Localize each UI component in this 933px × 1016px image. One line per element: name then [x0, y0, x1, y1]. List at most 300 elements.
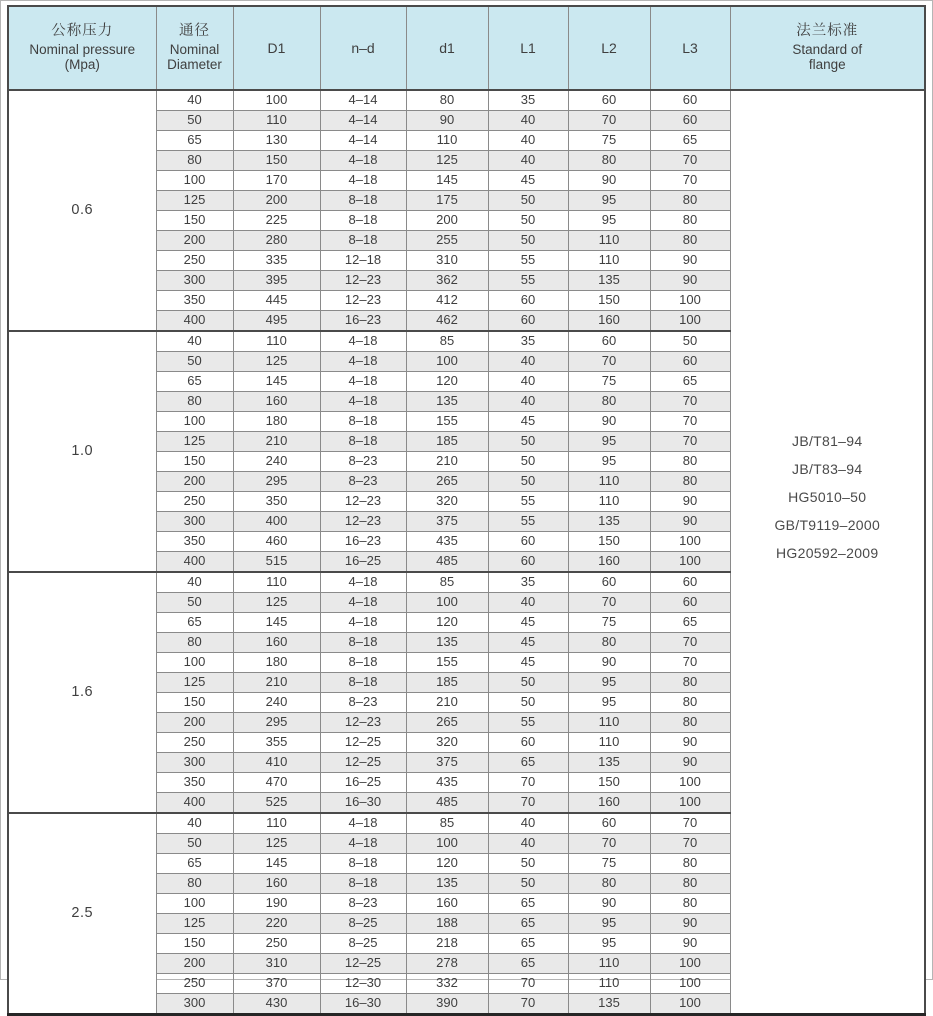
header-standard-zh: 法兰标准 — [796, 23, 859, 40]
table-cell: 50 — [488, 231, 568, 251]
table-cell: 50 — [488, 673, 568, 693]
table-cell: 95 — [568, 914, 650, 934]
table-cell: 70 — [650, 151, 730, 171]
table-cell: 80 — [650, 472, 730, 492]
table-cell: 210 — [233, 673, 320, 693]
table-cell: 8–25 — [320, 914, 406, 934]
flange-standards-list — [731, 433, 925, 561]
pressure-group-label: 0.6 — [8, 90, 156, 331]
table-cell: 8–18 — [320, 432, 406, 452]
table-header — [8, 6, 925, 90]
table-cell: 75 — [568, 372, 650, 392]
header-pressure-zh: 公称压力 — [51, 23, 114, 40]
table-cell: 70 — [568, 111, 650, 131]
standard-item: JB/T81–94 — [792, 432, 863, 449]
table-cell: 435 — [406, 532, 488, 552]
table-cell: 4–18 — [320, 392, 406, 412]
table-cell: 8–23 — [320, 693, 406, 713]
table-cell: 100 — [233, 90, 320, 111]
table-cell: 70 — [650, 432, 730, 452]
table-cell: 460 — [233, 532, 320, 552]
table-cell: 218 — [406, 934, 488, 954]
table-cell: 210 — [406, 452, 488, 472]
table-cell: 55 — [488, 271, 568, 291]
pressure-group-label: 1.0 — [8, 331, 156, 572]
table-cell: 4–18 — [320, 372, 406, 392]
table-cell: 95 — [568, 211, 650, 231]
table-cell: 390 — [406, 994, 488, 1015]
table-cell: 55 — [488, 713, 568, 733]
table-cell: 12–25 — [320, 753, 406, 773]
table-cell: 135 — [406, 633, 488, 653]
table-cell: 250 — [156, 251, 233, 271]
table-cell: 50 — [488, 472, 568, 492]
table-cell: 100 — [650, 291, 730, 311]
table-cell: 8–18 — [320, 412, 406, 432]
table-cell: 4–18 — [320, 572, 406, 593]
col-header-l1: L1 — [488, 6, 568, 90]
table-cell: 8–23 — [320, 452, 406, 472]
table-body — [8, 90, 925, 1015]
table-cell: 95 — [568, 693, 650, 713]
table-cell: 40 — [156, 331, 233, 352]
table-cell: 65 — [650, 131, 730, 151]
table-cell: 280 — [233, 231, 320, 251]
table-cell: 200 — [233, 191, 320, 211]
table-cell: 485 — [406, 793, 488, 814]
table-cell: 80 — [156, 392, 233, 412]
table-cell: 135 — [406, 874, 488, 894]
table-cell: 65 — [650, 613, 730, 633]
table-cell: 60 — [488, 291, 568, 311]
table-cell: 180 — [233, 412, 320, 432]
table-cell: 250 — [156, 733, 233, 753]
table-cell: 332 — [406, 974, 488, 994]
flange-dimensions-table — [7, 5, 926, 1016]
table-cell: 255 — [406, 231, 488, 251]
table-cell: 395 — [233, 271, 320, 291]
col-header-l2: L2 — [568, 6, 650, 90]
table-cell: 16–30 — [320, 793, 406, 814]
table-cell: 362 — [406, 271, 488, 291]
table-cell: 65 — [488, 894, 568, 914]
table-cell: 50 — [156, 352, 233, 372]
table-cell: 8–18 — [320, 211, 406, 231]
table-cell: 250 — [156, 974, 233, 994]
table-cell: 8–18 — [320, 854, 406, 874]
table-cell: 320 — [406, 492, 488, 512]
table-cell: 90 — [650, 753, 730, 773]
table-cell: 4–18 — [320, 352, 406, 372]
table-cell: 190 — [233, 894, 320, 914]
table-cell: 80 — [650, 874, 730, 894]
table-cell: 90 — [650, 512, 730, 532]
col-header-flange-standard — [730, 6, 925, 90]
table-cell: 300 — [156, 753, 233, 773]
table-cell: 50 — [156, 593, 233, 613]
table-cell: 40 — [156, 813, 233, 834]
table-cell: 60 — [488, 311, 568, 332]
table-cell: 85 — [406, 331, 488, 352]
table-cell: 65 — [488, 954, 568, 974]
table-cell: 4–14 — [320, 111, 406, 131]
table-cell: 8–18 — [320, 231, 406, 251]
table-cell: 40 — [488, 111, 568, 131]
table-cell: 12–25 — [320, 954, 406, 974]
table-cell: 250 — [233, 934, 320, 954]
table-cell: 60 — [650, 90, 730, 111]
table-cell: 160 — [233, 874, 320, 894]
table-cell: 95 — [568, 673, 650, 693]
table-cell: 16–23 — [320, 532, 406, 552]
table-cell: 16–23 — [320, 311, 406, 332]
table-cell: 240 — [233, 693, 320, 713]
table-cell: 95 — [568, 191, 650, 211]
table-cell: 188 — [406, 914, 488, 934]
table-cell: 95 — [568, 934, 650, 954]
table-cell: 145 — [406, 171, 488, 191]
table-cell: 470 — [233, 773, 320, 793]
table-cell: 125 — [156, 191, 233, 211]
header-standard-en2: flange — [808, 57, 846, 73]
table-cell: 65 — [488, 914, 568, 934]
table-cell: 240 — [233, 452, 320, 472]
table-cell: 320 — [406, 733, 488, 753]
table-cell: 485 — [406, 552, 488, 573]
table-cell: 8–25 — [320, 934, 406, 954]
table-cell: 350 — [156, 773, 233, 793]
table-cell: 65 — [156, 854, 233, 874]
table-cell: 375 — [406, 512, 488, 532]
table-cell: 75 — [568, 613, 650, 633]
table-cell: 220 — [233, 914, 320, 934]
table-cell: 278 — [406, 954, 488, 974]
table-cell: 85 — [406, 813, 488, 834]
table-cell: 125 — [156, 432, 233, 452]
table-cell: 160 — [406, 894, 488, 914]
table-cell: 50 — [488, 854, 568, 874]
table-cell: 525 — [233, 793, 320, 814]
table-cell: 145 — [233, 613, 320, 633]
table-cell: 4–14 — [320, 131, 406, 151]
table-cell: 70 — [488, 793, 568, 814]
table-cell: 300 — [156, 271, 233, 291]
table-cell: 50 — [488, 211, 568, 231]
table-cell: 40 — [488, 392, 568, 412]
table-cell: 100 — [650, 793, 730, 814]
table-cell: 100 — [156, 171, 233, 191]
table-cell: 16–25 — [320, 552, 406, 573]
flange-standards-cell — [730, 90, 925, 1015]
table-cell: 110 — [568, 954, 650, 974]
table-cell: 8–23 — [320, 472, 406, 492]
table-cell: 110 — [568, 472, 650, 492]
table-cell: 90 — [650, 733, 730, 753]
table-cell: 110 — [568, 713, 650, 733]
table-cell: 60 — [488, 532, 568, 552]
table-cell: 135 — [406, 392, 488, 412]
table-cell: 70 — [568, 834, 650, 854]
table-cell: 400 — [233, 512, 320, 532]
table-cell: 100 — [650, 994, 730, 1015]
table-cell: 8–18 — [320, 673, 406, 693]
table-cell: 120 — [406, 613, 488, 633]
header-diameter-zh: 通径 — [179, 23, 210, 40]
table-cell: 145 — [233, 854, 320, 874]
table-cell: 60 — [650, 572, 730, 593]
table-cell: 80 — [568, 874, 650, 894]
table-cell: 90 — [650, 914, 730, 934]
table-cell: 70 — [568, 593, 650, 613]
standard-item: GB/T9119–2000 — [774, 517, 881, 534]
table-cell: 65 — [156, 372, 233, 392]
table-cell: 125 — [233, 593, 320, 613]
table-cell: 80 — [568, 151, 650, 171]
table-cell: 110 — [233, 331, 320, 352]
table-cell: 12–23 — [320, 713, 406, 733]
header-diameter-en2: Diameter — [167, 57, 222, 73]
table-cell: 50 — [156, 111, 233, 131]
col-header-nd: n–d — [320, 6, 406, 90]
table-cell: 125 — [233, 834, 320, 854]
table-cell: 300 — [156, 994, 233, 1015]
table-cell: 90 — [568, 894, 650, 914]
col-header-nominal-pressure — [8, 6, 156, 90]
table-cell: 100 — [650, 532, 730, 552]
table-cell: 40 — [156, 90, 233, 111]
table-cell: 155 — [406, 412, 488, 432]
table-cell: 135 — [568, 994, 650, 1015]
table-cell: 35 — [488, 331, 568, 352]
table-cell: 350 — [233, 492, 320, 512]
table-cell: 12–23 — [320, 271, 406, 291]
table-cell: 50 — [488, 874, 568, 894]
table-cell: 170 — [233, 171, 320, 191]
table-cell: 462 — [406, 311, 488, 332]
table-cell: 60 — [650, 593, 730, 613]
table-cell: 225 — [233, 211, 320, 231]
standard-item: JB/T83–94 — [792, 460, 863, 477]
table-cell: 150 — [156, 934, 233, 954]
table-cell: 70 — [650, 392, 730, 412]
table-cell: 60 — [488, 733, 568, 753]
table-cell: 35 — [488, 90, 568, 111]
table-cell: 12–23 — [320, 291, 406, 311]
table-cell: 8–23 — [320, 894, 406, 914]
table-cell: 70 — [650, 813, 730, 834]
table-cell: 110 — [233, 111, 320, 131]
table-cell: 150 — [156, 693, 233, 713]
table-cell: 125 — [406, 151, 488, 171]
table-cell: 110 — [568, 251, 650, 271]
table-cell: 40 — [488, 372, 568, 392]
table-cell: 100 — [650, 311, 730, 332]
table-cell: 4–18 — [320, 593, 406, 613]
table-cell: 60 — [650, 352, 730, 372]
table-cell: 412 — [406, 291, 488, 311]
table-cell: 45 — [488, 412, 568, 432]
header-pressure-en: Nominal pressure — [29, 41, 136, 57]
table-cell: 35 — [488, 572, 568, 593]
table-cell: 60 — [568, 331, 650, 352]
table-cell: 4–18 — [320, 171, 406, 191]
table-cell: 210 — [406, 693, 488, 713]
table-cell: 100 — [156, 653, 233, 673]
table-cell: 400 — [156, 552, 233, 573]
table-cell: 150 — [568, 773, 650, 793]
table-cell: 350 — [156, 532, 233, 552]
table-cell: 100 — [650, 974, 730, 994]
table-cell: 410 — [233, 753, 320, 773]
table-cell: 100 — [406, 834, 488, 854]
table-cell: 4–18 — [320, 151, 406, 171]
table-cell: 100 — [156, 412, 233, 432]
table-cell: 55 — [488, 492, 568, 512]
table-cell: 90 — [650, 251, 730, 271]
table-cell: 160 — [568, 311, 650, 332]
table-cell: 100 — [650, 954, 730, 974]
table-cell: 370 — [233, 974, 320, 994]
table-cell: 70 — [650, 171, 730, 191]
table-cell: 60 — [488, 552, 568, 573]
table-cell: 125 — [233, 352, 320, 372]
table-cell: 40 — [488, 151, 568, 171]
table-cell: 160 — [233, 392, 320, 412]
table-cell: 60 — [568, 813, 650, 834]
table-cell: 80 — [156, 633, 233, 653]
table-cell: 50 — [488, 432, 568, 452]
table-cell: 65 — [488, 934, 568, 954]
table-cell: 60 — [568, 90, 650, 111]
table-cell: 70 — [488, 773, 568, 793]
table-cell: 65 — [156, 613, 233, 633]
table-cell: 150 — [568, 532, 650, 552]
table-cell: 12–25 — [320, 733, 406, 753]
table-cell: 75 — [568, 854, 650, 874]
table-cell: 40 — [156, 572, 233, 593]
table-cell: 70 — [488, 994, 568, 1015]
table-cell: 16–25 — [320, 773, 406, 793]
table-cell: 40 — [488, 352, 568, 372]
table-cell: 80 — [406, 90, 488, 111]
table-cell: 80 — [650, 894, 730, 914]
table-cell: 110 — [406, 131, 488, 151]
table-cell: 8–18 — [320, 874, 406, 894]
table-cell: 200 — [156, 231, 233, 251]
table-cell: 85 — [406, 572, 488, 593]
table-cell: 335 — [233, 251, 320, 271]
table-cell: 100 — [156, 894, 233, 914]
table-cell: 40 — [488, 593, 568, 613]
table-cell: 400 — [156, 793, 233, 814]
table-cell: 45 — [488, 633, 568, 653]
table-cell: 80 — [156, 151, 233, 171]
col-header-d1-outer: D1 — [233, 6, 320, 90]
table-cell: 90 — [406, 111, 488, 131]
table-cell: 55 — [488, 251, 568, 271]
table-cell: 100 — [650, 773, 730, 793]
table-cell: 135 — [568, 271, 650, 291]
table-cell: 355 — [233, 733, 320, 753]
table-cell: 65 — [156, 131, 233, 151]
table-cell: 12–18 — [320, 251, 406, 271]
table-cell: 200 — [156, 472, 233, 492]
table-cell: 120 — [406, 372, 488, 392]
table-cell: 40 — [488, 131, 568, 151]
table-cell: 150 — [233, 151, 320, 171]
table-cell: 110 — [568, 492, 650, 512]
table-cell: 45 — [488, 653, 568, 673]
table-cell: 16–30 — [320, 994, 406, 1015]
table-cell: 150 — [156, 211, 233, 231]
table-cell: 12–23 — [320, 492, 406, 512]
table-cell: 80 — [156, 874, 233, 894]
table-cell: 185 — [406, 673, 488, 693]
table-cell: 12–30 — [320, 974, 406, 994]
table-cell: 350 — [156, 291, 233, 311]
table-cell: 80 — [650, 713, 730, 733]
table-cell: 95 — [568, 432, 650, 452]
table-cell: 95 — [568, 452, 650, 472]
table-cell: 80 — [650, 854, 730, 874]
table-cell: 45 — [488, 613, 568, 633]
table-cell: 110 — [233, 813, 320, 834]
table-cell: 90 — [650, 271, 730, 291]
table-cell: 150 — [568, 291, 650, 311]
header-pressure-unit: (Mpa) — [64, 57, 100, 73]
table-cell: 295 — [233, 713, 320, 733]
table-cell: 185 — [406, 432, 488, 452]
table-row — [8, 90, 925, 111]
table-cell: 130 — [233, 131, 320, 151]
table-cell: 75 — [568, 131, 650, 151]
table-cell: 200 — [156, 713, 233, 733]
table-cell: 180 — [233, 653, 320, 673]
header-diameter-en1: Nominal — [169, 41, 220, 57]
table-cell: 50 — [488, 452, 568, 472]
table-cell: 70 — [650, 633, 730, 653]
col-header-nominal-diameter — [156, 6, 233, 90]
table-cell: 265 — [406, 472, 488, 492]
table-cell: 110 — [233, 572, 320, 593]
table-cell: 70 — [650, 653, 730, 673]
table-cell: 430 — [233, 994, 320, 1015]
table-cell: 435 — [406, 773, 488, 793]
table-cell: 160 — [233, 633, 320, 653]
table-cell: 55 — [488, 512, 568, 532]
table-cell: 100 — [650, 552, 730, 573]
table-cell: 310 — [406, 251, 488, 271]
pressure-group-label: 2.5 — [8, 813, 156, 1015]
table-cell: 375 — [406, 753, 488, 773]
standard-item: HG5010–50 — [788, 488, 867, 505]
table-cell: 100 — [406, 352, 488, 372]
table-cell: 300 — [156, 512, 233, 532]
table-cell: 40 — [488, 813, 568, 834]
table-cell: 4–18 — [320, 834, 406, 854]
table-cell: 90 — [650, 934, 730, 954]
table-cell: 135 — [568, 512, 650, 532]
col-header-d1-inner: d1 — [406, 6, 488, 90]
table-cell: 70 — [650, 412, 730, 432]
table-cell: 70 — [488, 974, 568, 994]
standard-item: HG20592–2009 — [776, 545, 879, 562]
table-cell: 210 — [233, 432, 320, 452]
table-cell: 4–18 — [320, 613, 406, 633]
table-cell: 135 — [568, 753, 650, 773]
table-cell: 90 — [568, 171, 650, 191]
table-cell: 110 — [568, 733, 650, 753]
